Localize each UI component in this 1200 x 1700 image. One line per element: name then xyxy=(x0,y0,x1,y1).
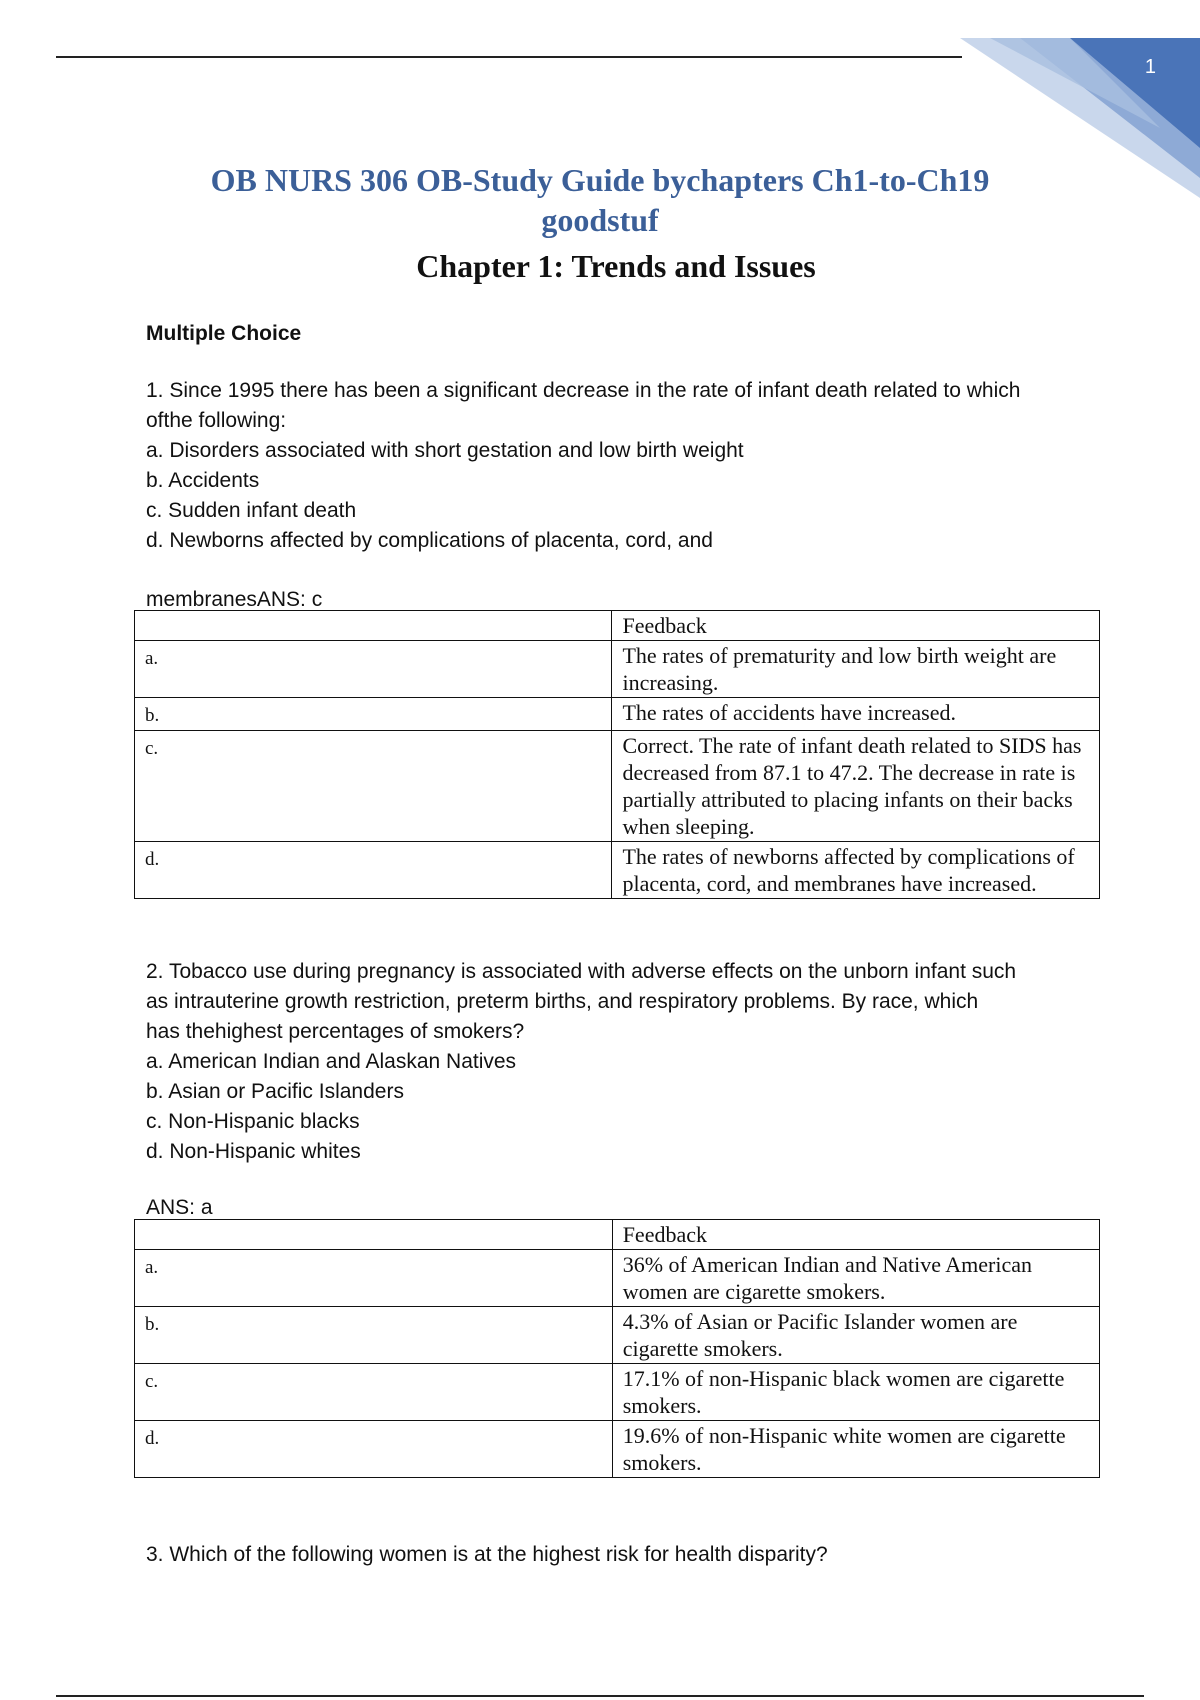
table-row xyxy=(135,611,1100,641)
document-title-line2: goodstuf xyxy=(541,202,659,238)
document-title-line1: OB NURS 306 OB-Study Guide bychapters Ch1-to-Ch19 xyxy=(210,162,990,198)
question-2-option-d: d. Non-Hispanic whites xyxy=(146,1140,361,1163)
table-row xyxy=(135,842,1100,899)
question-1-option-b: b. Accidents xyxy=(146,469,260,492)
feedback-text: 17.1% of non-Hispanic black women are cigarette smokers. xyxy=(612,1364,1099,1421)
feedback-letter: c. xyxy=(135,731,612,842)
question-2-option-b: b. Asian or Pacific Islanders xyxy=(146,1080,404,1103)
table-row xyxy=(135,1250,1100,1307)
table-row xyxy=(135,641,1100,698)
feedback-letter: d. xyxy=(135,842,612,899)
question-1-option-d: d. Newborns affected by complications of placenta, cord, and xyxy=(146,529,713,552)
feedback-text: Correct. The rate of infant death related to SIDS has decreased from 87.1 to 47.2. The decrease in rate is partially attributed to placing infants on their backs when sleeping. xyxy=(612,731,1100,842)
feedback-letter: a. xyxy=(135,1250,613,1307)
question-2-stem-line3: has thehighest percentages of smokers? xyxy=(146,1020,525,1043)
question-2-stem-line2: as intrauterine growth restriction, preterm births, and respiratory problems. By race, which xyxy=(146,990,979,1013)
section-label: Multiple Choice xyxy=(146,322,302,345)
question-3 xyxy=(146,1540,1076,1570)
header-rule xyxy=(56,56,962,58)
question-2-stem-line1: 2. Tobacco use during pregnancy is associated with adverse effects on the unborn infant such xyxy=(146,960,1017,983)
question-1-stem-line2: ofthe following: xyxy=(146,409,287,432)
feedback-text: The rates of newborns affected by complications of placenta, cord, and membranes have increased. xyxy=(612,842,1100,899)
question-1-feedback-table xyxy=(134,610,1100,899)
feedback-text: 19.6% of non-Hispanic white women are cigarette smokers. xyxy=(612,1421,1099,1478)
page-number: 1 xyxy=(1144,56,1156,78)
feedback-header: Feedback xyxy=(612,611,1100,641)
feedback-header: Feedback xyxy=(612,1220,1099,1250)
question-1-option-c: c. Sudden infant death xyxy=(146,499,357,522)
table-row xyxy=(135,1421,1100,1478)
table-row xyxy=(135,731,1100,842)
table-row xyxy=(135,1364,1100,1421)
feedback-text: 36% of American Indian and Native American women are cigarette smokers. xyxy=(612,1250,1099,1307)
footer-rule xyxy=(56,1695,1144,1697)
table-row xyxy=(135,1220,1100,1250)
chapter-title: Chapter 1: Trends and Issues xyxy=(416,248,816,284)
question-2-option-c: c. Non-Hispanic blacks xyxy=(146,1110,360,1133)
question-1-answer: membranesANS: c xyxy=(146,588,323,611)
document-title xyxy=(150,160,1050,240)
feedback-letter: b. xyxy=(135,698,612,731)
feedback-text: 4.3% of Asian or Pacific Islander women are cigarette smokers. xyxy=(612,1307,1099,1364)
feedback-letter: a. xyxy=(135,641,612,698)
feedback-letter: c. xyxy=(135,1364,613,1421)
feedback-letter: d. xyxy=(135,1421,613,1478)
table-row xyxy=(135,698,1100,731)
question-2-option-a: a. American Indian and Alaskan Natives xyxy=(146,1050,517,1073)
feedback-letter: b. xyxy=(135,1307,613,1364)
question-2-feedback-table xyxy=(134,1219,1100,1478)
question-1 xyxy=(146,376,1076,556)
feedback-text: The rates of accidents have increased. xyxy=(612,698,1100,731)
question-1-stem-line1: 1. Since 1995 there has been a significant decrease in the rate of infant death related to which xyxy=(146,379,1021,402)
question-1-option-a: a. Disorders associated with short gestation and low birth weight xyxy=(146,439,744,462)
feedback-text: The rates of prematurity and low birth weight are increasing. xyxy=(612,641,1100,698)
question-2-answer: ANS: a xyxy=(146,1196,213,1219)
question-2 xyxy=(146,957,1076,1167)
table-row xyxy=(135,1307,1100,1364)
question-3-stem: 3. Which of the following women is at the highest risk for health disparity? xyxy=(146,1543,828,1566)
